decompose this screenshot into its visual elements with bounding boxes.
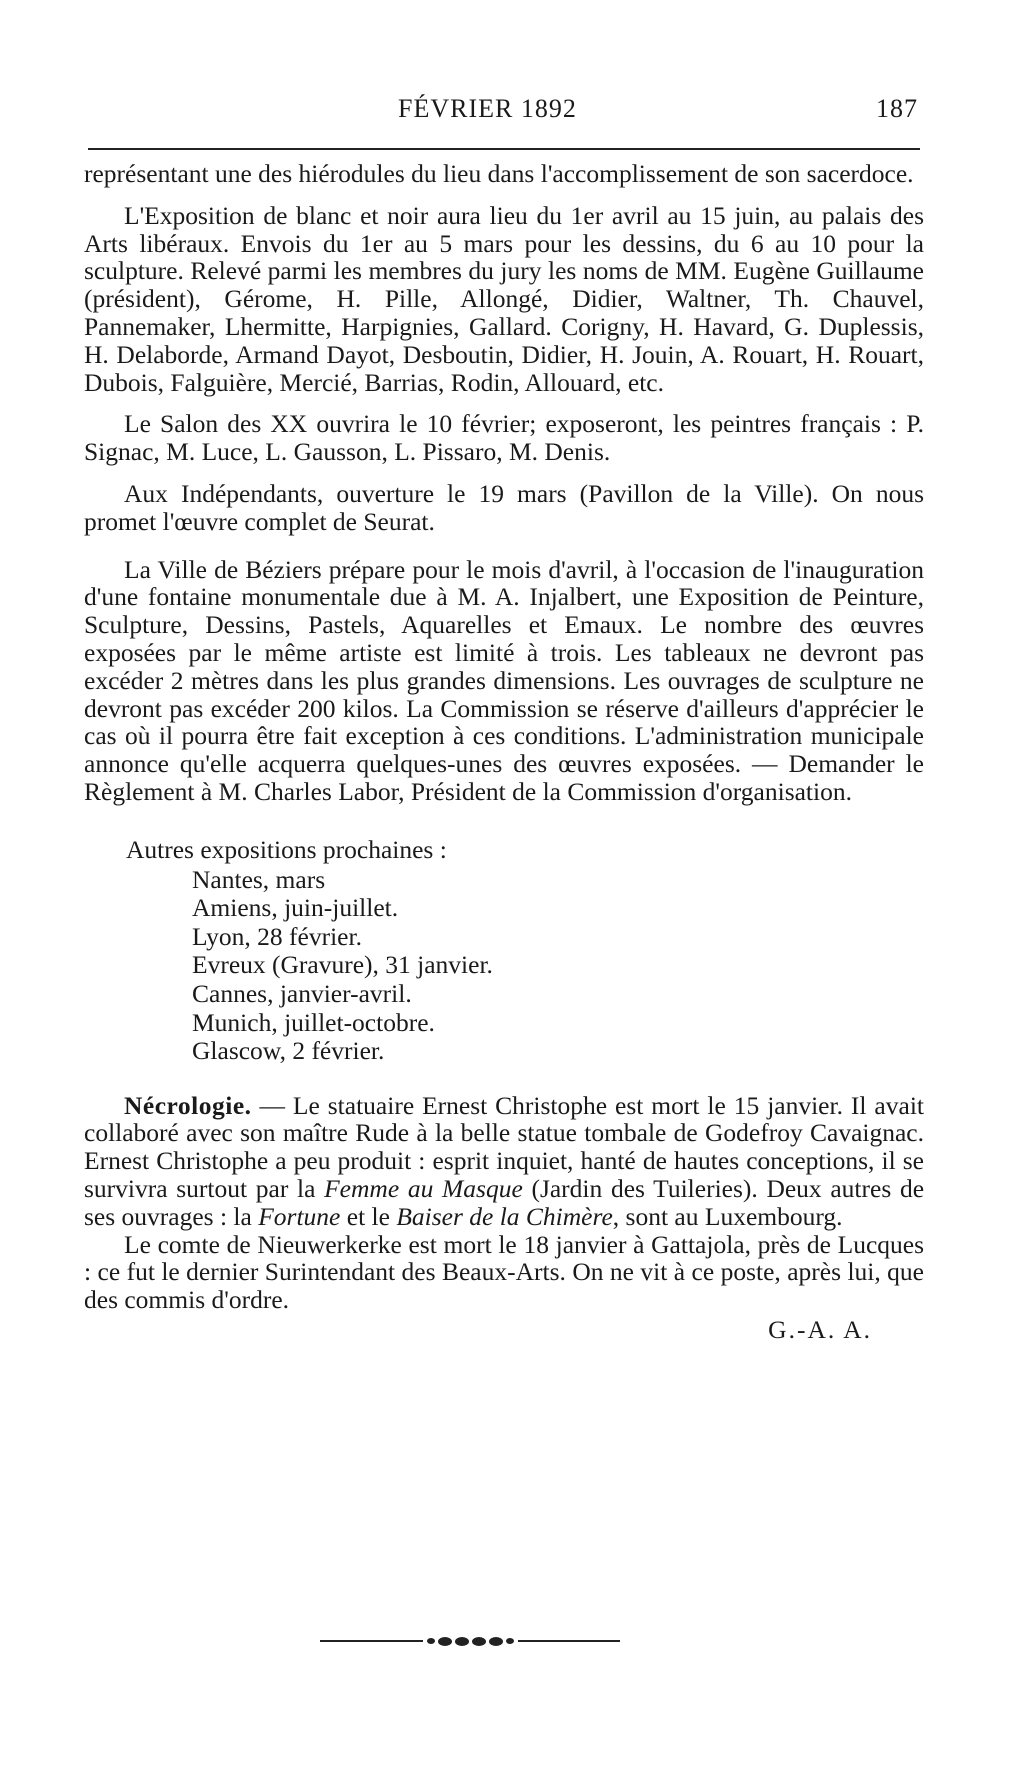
necro-text: et le: [340, 1201, 397, 1231]
paragraph-independants: Aux Indépendants, ouverture le 19 mars (Pavillon de la Ville). On nous promet l'œuvre complet de Seurat.: [84, 478, 924, 536]
paragraph-continuation: représentant une des hiérodules du lieu dans l'accomplissement de son sacerdoce.: [84, 159, 914, 188]
page-number: 187: [876, 94, 918, 123]
ornament-bead: [427, 1638, 435, 1644]
expositions-list: [84, 866, 924, 1066]
paragraph-beziers: La Ville de Béziers prépare pour le mois d'avril, à l'occasion de l'inauguration d'une fontaine monumentale due à M. A. Injalbert, une Exposition de Peinture, Sculpture, Dessins, Pastels, Aquarelles et Emaux. Le nombre des œuvres exposées par le même artiste est limité à trois. Les tableaux ne devront pas excéder 2 mètres dans les plus grandes dimensions. Les ouvrages de sculpture ne devront pas excéder 200 kilos. La Commission se réserve d'ailleurs d'apprécier le cas où il pourra être fait exception à ces conditions. L'administration municipale annonce qu'elle acquerra quelques-unes des œuvres exposées. — Demander le Règlement à M. Charles Labor, Président de la Commission d'organisation.: [84, 554, 924, 806]
necrologie-title: Nécrologie.: [124, 1090, 252, 1120]
list-item: Cannes, janvier-avril.: [192, 978, 412, 1008]
paragraph-salon-des-xx: Le Salon des XX ouvrira le 10 février; exposeront, les peintres français : P. Signac, M. Luce, L. Gausson, L. Pissaro, M. Denis.: [84, 409, 924, 467]
ornament-bead: [472, 1637, 486, 1646]
running-title: FÉVRIER 1892: [398, 94, 577, 123]
list-item: Nantes, mars: [192, 864, 326, 894]
ornament-bead: [455, 1637, 469, 1646]
artwork-title: Femme au Masque: [324, 1174, 523, 1204]
expositions-heading: Autres expositions prochaines :: [126, 834, 447, 864]
ornament-divider: [320, 1630, 620, 1652]
artwork-title: Baiser de la Chimère: [396, 1201, 613, 1231]
header-rule: [88, 148, 920, 150]
list-item: Glascow, 2 février.: [192, 1036, 385, 1066]
list-item: Munich, juillet-octobre.: [192, 1007, 435, 1037]
list-item: Evreux (Gravure), 31 janvier.: [192, 950, 493, 980]
necro-text: (Jardin des Tuileries). Deux autres de ses ouvrages : la: [84, 1174, 925, 1231]
body-text: [84, 160, 924, 1344]
ornament-bead: [438, 1637, 452, 1646]
ornament-beads: [427, 1637, 514, 1646]
ornament-bead: [506, 1638, 514, 1644]
artwork-title: Fortune: [258, 1201, 341, 1231]
necro-text: — Le statuaire Ernest Christophe est mort le 15 janvier. Il avait collaboré avec son maître Rude à la belle statue tombale de Godefroy Cavaignac. Ernest Christophe a peu produit : esprit inquiet, hanté de hautes conceptions, il se survivra surtout par la: [84, 1090, 924, 1204]
ornament-bead: [489, 1637, 503, 1646]
page-header: [90, 94, 924, 128]
ornament-line: [320, 1640, 423, 1642]
paragraph-necrologie-christophe: [84, 1092, 924, 1231]
paragraph-necrologie-nieuwerkerke: Le comte de Nieuwerkerke est mort le 18 janvier à Gattajola, près de Lucques : ce fut le dernier Surintendant des Beaux-Arts. On ne vit à ce poste, après lui, que des commis d'ordre.: [84, 1229, 924, 1315]
necro-text: , sont au Luxembourg.: [612, 1201, 843, 1231]
list-item: Amiens, juin-juillet.: [192, 893, 399, 923]
list-item: Lyon, 28 février.: [192, 921, 362, 951]
ornament-line: [518, 1640, 621, 1642]
signature: G.-A. A.: [768, 1315, 872, 1345]
paragraph-blanc-et-noir: L'Exposition de blanc et noir aura lieu du 1er avril au 15 juin, au palais des Arts libéraux. Envois du 1er au 5 mars pour les dessins, du 6 au 10 pour la sculpture. Relevé parmi les membres du jury les noms de MM. Eugène Guillaume (président), Gérome, H. Pille, Allongé, Didier, Waltner, Th. Chauvel, Pannemaker, Lhermitte, Harpignies, Gallard. Corigny, H. Havard, G. Duplessis, H. Delaborde, Armand Dayot, Desboutin, Didier, H. Jouin, A. Rouart, H. Rouart, Dubois, Falguière, Mercié, Barrias, Rodin, Allouard, etc.: [84, 200, 924, 397]
